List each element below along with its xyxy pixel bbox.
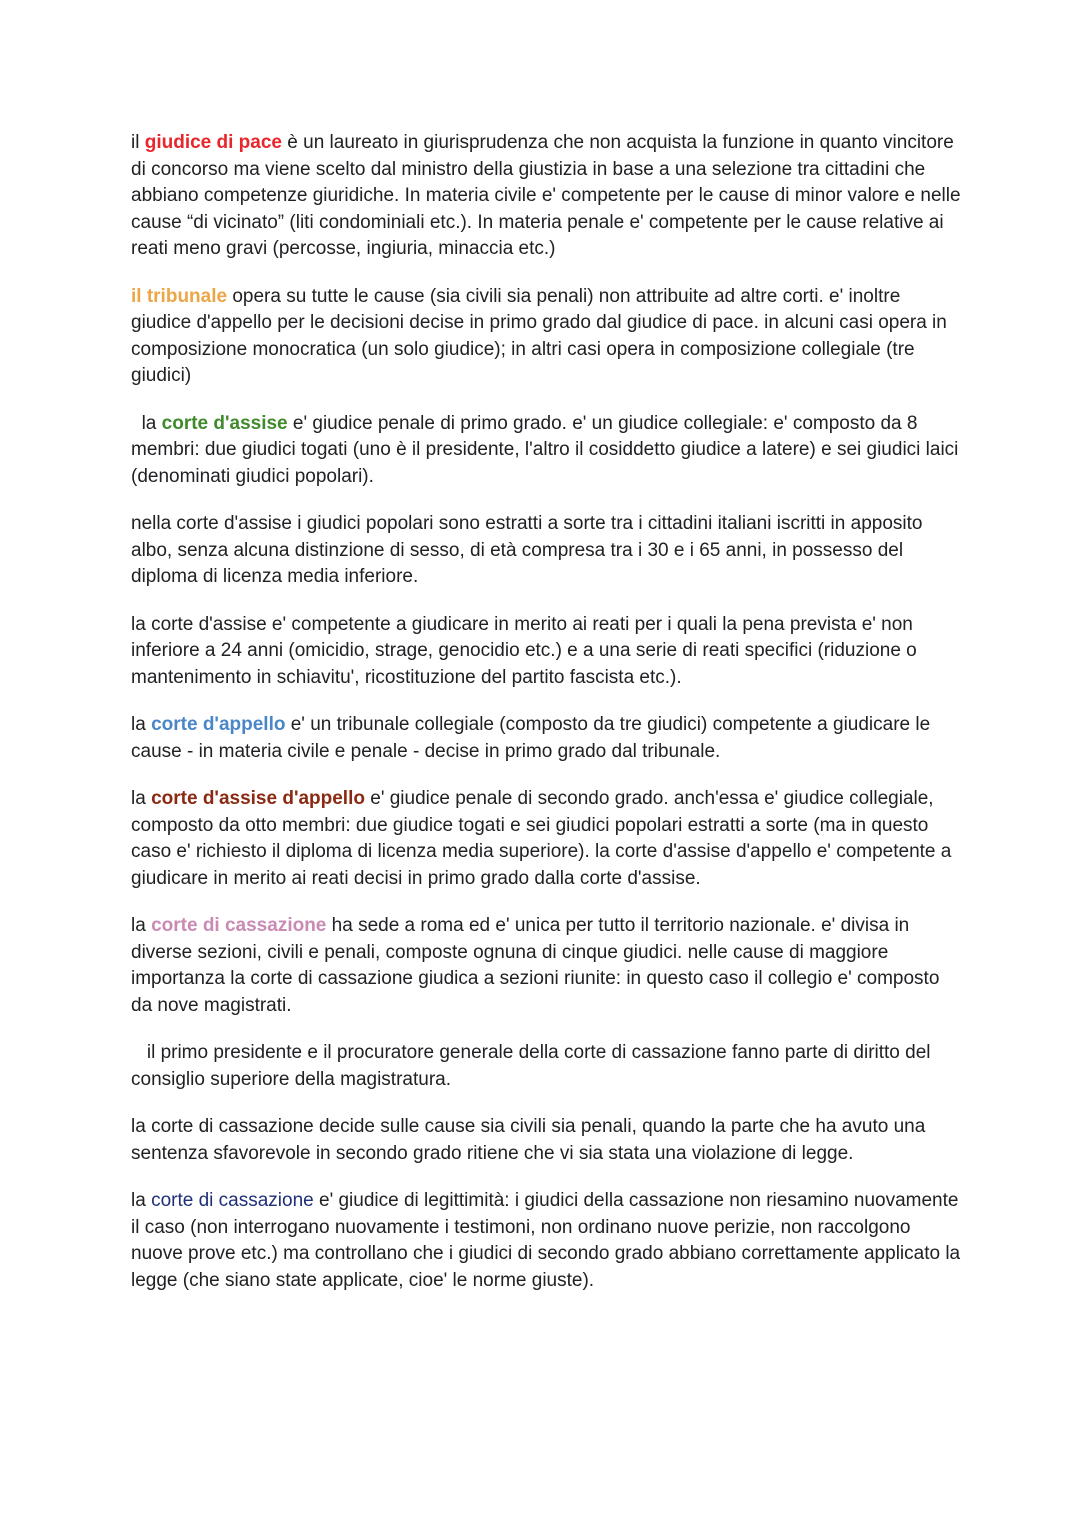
- paragraph-text-after: ha sede a roma ed e' unica per tutto il territorio nazionale. e' divisa in diverse sezioni, civili e penali, composte ognuna di cinque giudici. nelle cause di maggiore importanza la corte di cassazione giudica a sezioni riunite: in questo caso il collegio e' composto da nove magistrati.: [131, 915, 940, 1016]
- paragraph-text-after: e' un tribunale collegiale (composto da tre giudici) competente a giudicare le cause - in materia civile e penale - decise in primo grado dal tribunale.: [131, 714, 931, 762]
- paragraph-text-after: e' giudice di legittimità: i giudici della cassazione non riesamino nuovamente il caso (non interrogano nuovamente i testimoni, non ordinano nuove perizie, non raccolgono nuove prove etc.) ma controllano che i giudici di secondo grado abbiano correttamente applicato la legge (che siano state applicate, cioe' le norme giuste).: [131, 1190, 961, 1291]
- paragraph-text-before: la: [131, 788, 152, 809]
- keyword-corte-cassazione-2: corte di cassazione: [151, 1190, 314, 1211]
- paragraph-text: nella corte d'assise i giudici popolari sono estratti a sorte tra i cittadini italiani iscritti in apposito albo, senza alcuna distinzione di sesso, di età compresa tra i 30 e i 65 anni, in possesso del diploma di licenza media inferiore.: [131, 513, 923, 587]
- keyword-corte-cassazione: corte di cassazione: [151, 915, 327, 936]
- paragraph-text: la corte d'assise e' competente a giudicare in merito ai reati per i quali la pena prevista e' non inferiore a 24 anni (omicidio, strage, genocidio etc.) e a una serie di reati specifici (riduzione o mantenimento in schiavitu', ricostituzione del partito fascista etc.).: [131, 613, 917, 688]
- paragraph-corte-appello: [131, 712, 961, 765]
- paragraph-text-before: la: [131, 915, 152, 936]
- paragraph-text: la corte di cassazione decide sulle cause sia civili sia penali, quando la parte che ha avuto una sentenza sfavorevole in secondo grado ritiene che vi sia stata una violazione di legge.: [131, 1116, 926, 1164]
- paragraph-corte-assise-appello: [131, 786, 961, 892]
- keyword-tribunale: il tribunale: [131, 285, 228, 307]
- paragraph-text-after: è un laureato in giurisprudenza che non acquista la funzione in quanto vincitore di concorso ma viene scelto dal ministro della giustizia in base a una selezione tra cittadini che abbiano competenze giuridiche. In materia civile e' competente per le cause di minor valore e nelle cause “di vicinato” (liti condominiali etc.). In materia penale e' competente per le cause relative ai reati meno gravi (percosse, ingiuria, minaccia etc.): [131, 132, 961, 259]
- paragraph-text-after: e' giudice penale di secondo grado. anch'essa e' giudice collegiale, composto da otto membri: due giudice togati e sei giudici popolari estratti a sorte (ma in questo caso e' richiesto il diploma di licenza media superiore). la corte d'assise d'appello e' competente a giudicare in merito ai reati decisi in primo grado dalla corte d'assise.: [131, 788, 952, 889]
- keyword-corte-assise-appello: corte d'assise d'appello: [151, 788, 365, 809]
- paragraph-competenza-assise: [131, 612, 961, 692]
- paragraph-cassazione-legittimita: [131, 1188, 961, 1294]
- paragraph-primo-presidente: [131, 1040, 961, 1093]
- paragraph-giudici-popolari: [131, 511, 961, 591]
- paragraph-text-after: e' giudice penale di primo grado. e' un giudice collegiale: e' composto da 8 membri: due giudici togati (uno è il presidente, l'altro il cosiddetto giudice a latere) e sei giudici laici (denominati giudici popolari).: [131, 412, 964, 487]
- document-page: [131, 130, 964, 1315]
- paragraph-text-before: la: [131, 714, 152, 735]
- paragraph-tribunale: [131, 284, 961, 390]
- paragraph-corte-assise: [131, 411, 964, 491]
- keyword-corte-assise: corte d'assise: [161, 412, 288, 434]
- paragraph-text-before: il: [131, 132, 145, 153]
- paragraph-text-before: la: [131, 1190, 152, 1211]
- keyword-giudice-di-pace: giudice di pace: [144, 132, 282, 153]
- paragraph-text: il primo presidente e il procuratore generale della corte di cassazione fanno parte di diritto del consiglio superiore della magistratura.: [131, 1042, 936, 1090]
- keyword-corte-appello: corte d'appello: [151, 714, 286, 735]
- paragraph-corte-cassazione: [131, 913, 961, 1019]
- paragraph-text-after: opera su tutte le cause (sia civili sia penali) non attribuite ad altre corti. e' inoltre giudice d'appello per le decisioni decise in primo grado dal giudice di pace. in alcuni casi opera in composizione monocratica (un solo giudice); in altri casi opera in composizione collegiale (tre giudici): [131, 285, 947, 386]
- paragraph-cassazione-decide: [131, 1114, 961, 1167]
- paragraph-text-before: la: [131, 412, 162, 434]
- paragraph-giudice-di-pace: [131, 130, 961, 263]
